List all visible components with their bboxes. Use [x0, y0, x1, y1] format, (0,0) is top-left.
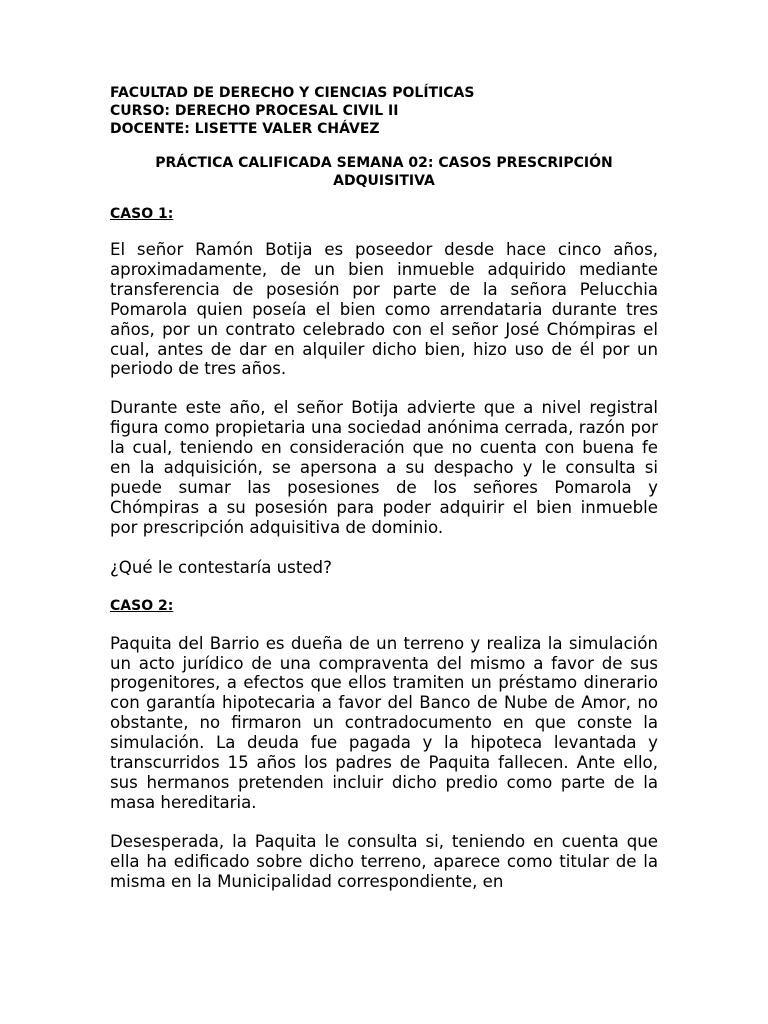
course-heading: CURSO: DERECHO PROCESAL CIVIL II: [110, 103, 399, 119]
case-1-paragraph-1: El señor Ramón Botija es poseedor desde hace cinco años, aproximadamente, de un bien inmueble adquirido mediante transferencia de posesión por parte de la señora Pelucchia Pomarola quien poseía el bien como arrendataria durante tres años, por un contrato celebrado con el señor José Chómpiras el cual, antes de dar en alquiler dicho bien, hizo uso de él por un periodo de tres años.: [110, 240, 658, 379]
case-1-question: ¿Qué le contestaría usted?: [110, 557, 332, 577]
case-1-heading: CASO 1:: [110, 206, 174, 222]
teacher-heading: DOCENTE: LISETTE VALER CHÁVEZ: [110, 121, 380, 137]
case-2-paragraph-1: Paquita del Barrio es dueña de un terreno y realiza la simulación un acto jurídico de una compraventa del mismo a favor de sus progenitores, a efectos que ellos tramiten un préstamo dinerario con garantía hipotecaria a favor del Banco de Nube de Amor, no obstante, no firmaron un contradocumento en que conste la simulación. La deuda fue pagada y la hipoteca levantada y transcurridos 15 años los padres de Paquita fallecen. Ante ello, sus hermanos pretenden incluir dicho predio como parte de la masa hereditaria.: [110, 633, 658, 812]
faculty-heading: FACULTAD DE DERECHO Y CIENCIAS POLÍTICAS: [110, 85, 475, 101]
document-title: PRÁCTICA CALIFICADA SEMANA 02: CASOS PRESCRIPCIÓN ADQUISITIVA: [155, 155, 613, 189]
case-2-paragraph-2: Desesperada, la Paquita le consulta si, teniendo en cuenta que ella ha edificado sobre dicho terreno, aparece como titular de la misma en la Municipalidad correspondiente, en: [110, 831, 658, 891]
case-1-paragraph-2: Durante este año, el señor Botija advierte que a nivel registral figura como propietaria una sociedad anónima cerrada, razón por la cual, teniendo en consideración que no cuenta con buena fe en la adquisición, se apersona a su despacho y le consulta si puede sumar las posesiones de los señores Pomarola y Chómpiras a su posesión para poder adquirir el bien inmueble por prescripción adquisitiva de dominio.: [110, 398, 658, 537]
case-2-heading: CASO 2:: [110, 597, 174, 614]
document-page: [110, 84, 658, 891]
